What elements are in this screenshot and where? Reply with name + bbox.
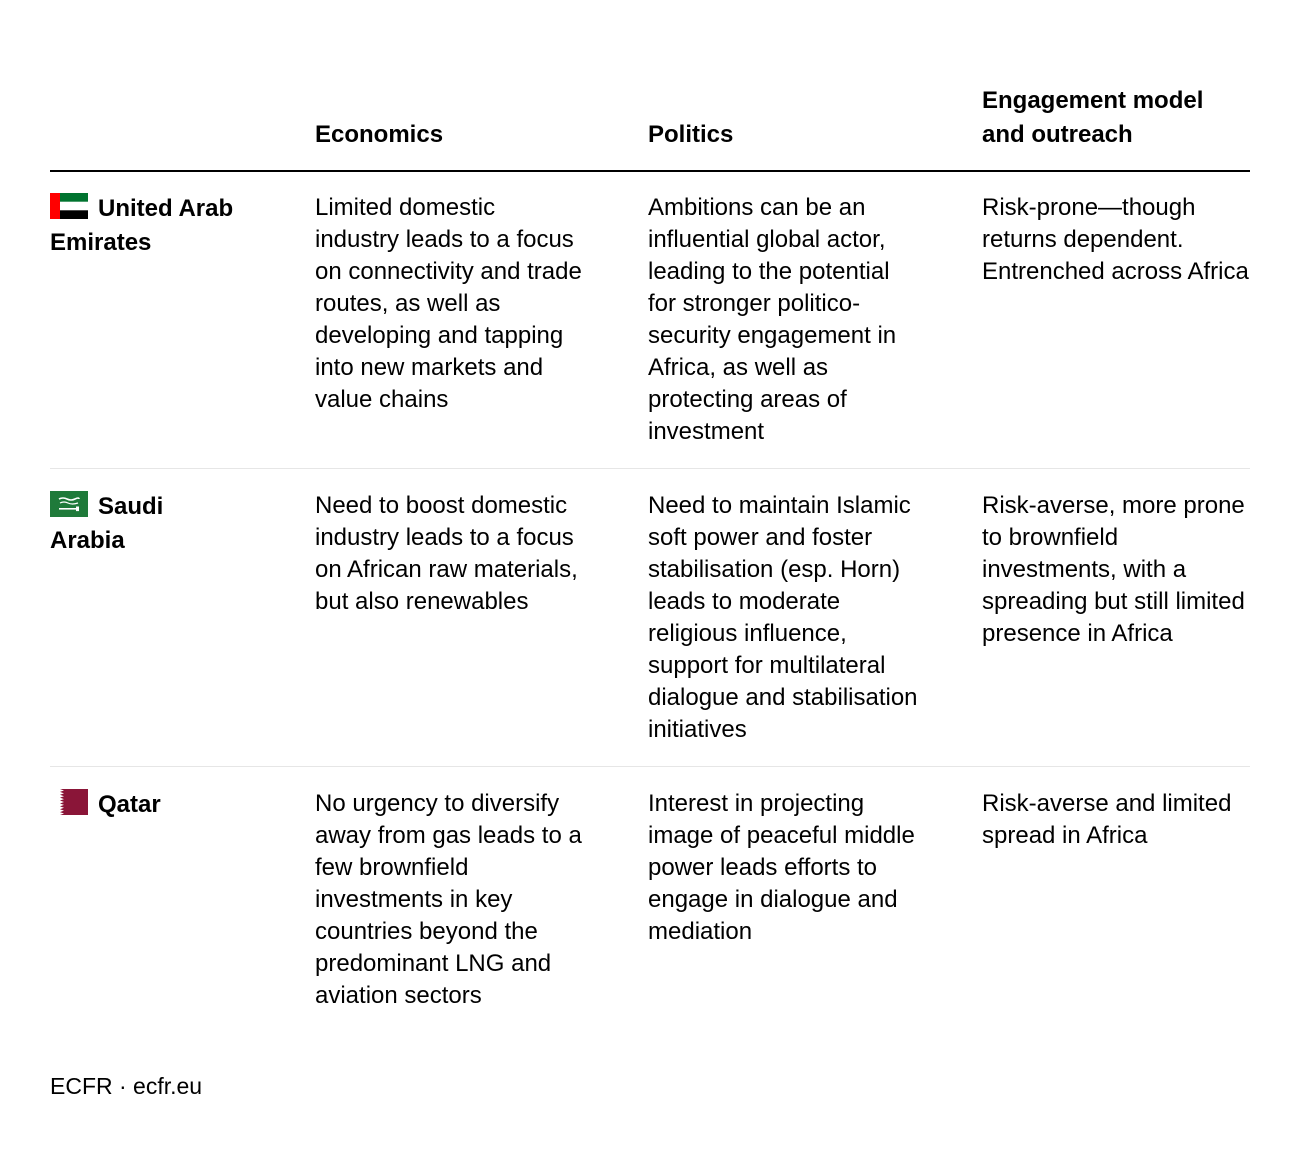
politics-cell: Interest in projecting image of peaceful middle power leads efforts to engage in dialogue and mediation: [648, 790, 915, 945]
table-header: [50, 86, 1250, 172]
engagement-cell: Risk-averse, more prone to brownfield investments, with a spreading but still limited presence in Africa: [982, 492, 1245, 647]
engagement-cell: Risk-averse and limited spread in Africa: [982, 790, 1232, 849]
header-politics: Politics: [648, 121, 734, 148]
country-name: Saudi Arabia: [50, 493, 164, 554]
country-cell: [50, 192, 270, 260]
saudi-flag-icon: [50, 491, 88, 517]
uae-flag-icon: [50, 193, 88, 219]
economics-cell: No urgency to diversify away from gas leads to a few brownfield investments in key countries beyond the predominant LNG and aviation sectors: [315, 790, 582, 1009]
header-economics: Economics: [315, 121, 444, 148]
economics-cell: Need to boost domestic industry leads to a focus on African raw materials, but also renewables: [315, 492, 578, 615]
table-row: [50, 490, 1250, 767]
engagement-cell: Risk-prone—though returns dependent. Entrenched across Africa: [982, 194, 1249, 285]
economics-cell: Limited domestic industry leads to a focus on connectivity and trade routes, as well as developing and tapping into new markets and value chains: [315, 194, 582, 413]
country-cell: [50, 788, 270, 822]
table-row: [50, 192, 1250, 469]
header-engagement: [982, 84, 1203, 152]
table-row: [50, 788, 1250, 1028]
country-cell: [50, 490, 210, 558]
politics-cell: Need to maintain Islamic soft power and foster stabilisation (esp. Horn) leads to moderate religious influence, support for multilateral dialogue and stabilisation initiatives: [648, 492, 918, 743]
politics-cell: Ambitions can be an influential global actor, leading to the potential for stronger politico-security engagement in Africa, as well as protecting areas of investment: [648, 194, 897, 445]
country-name: United Arab Emirates: [50, 195, 234, 256]
qatar-flag-icon: [50, 789, 88, 815]
country-name: Qatar: [98, 791, 161, 818]
source-footer: ECFR · ecfr.eu: [50, 1073, 203, 1099]
header-engagement-line1: Engagement model: [982, 87, 1204, 114]
header-engagement-line2: and outreach: [982, 121, 1133, 148]
